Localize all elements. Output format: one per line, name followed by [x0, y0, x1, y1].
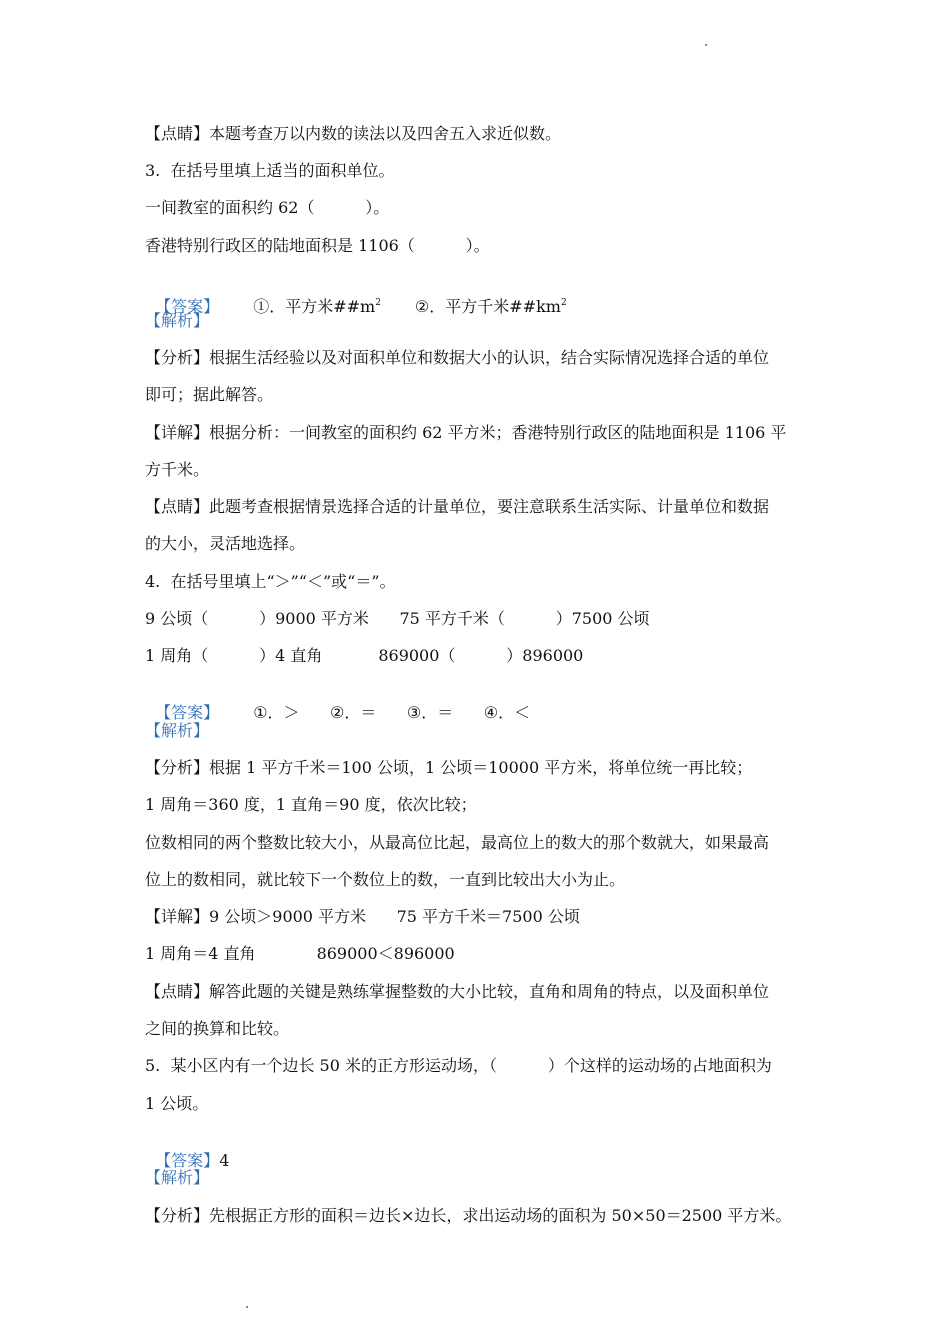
analysis-tag: 【解析】: [145, 721, 210, 740]
answer-1: ①．平方米##m: [253, 297, 376, 316]
text-line: 9 公顷（ ）9000 平方米 75 平方千米（ ）7500 公顷: [145, 609, 650, 628]
text-line: 1 周角（ ）4 直角 869000（ ）896000: [145, 646, 584, 665]
text-line: 一间教室的面积约 62（ ）。: [145, 198, 390, 217]
footer-dot: [246, 1306, 248, 1308]
header-dot: [705, 44, 707, 46]
text-line: 【点睛】本题考查万以内数的读法以及四舍五入求近似数。: [145, 124, 562, 143]
question-4: 4. 在括号里填上“＞”“＜”或“＝”。: [145, 572, 396, 591]
answer-value: 4: [219, 1151, 230, 1170]
text-line: 位数相同的两个整数比较大小，从最高位比起，最高位上的数大的那个数就大，如果最高: [145, 833, 770, 852]
text-line: 1 公顷。: [145, 1094, 209, 1113]
question-5: 5. 某小区内有一个边长 50 米的正方形运动场，（ ）个这样的运动场的占地面积为: [145, 1056, 772, 1075]
text-line: 【分析】先根据正方形的面积＝边长×边长，求出运动场的面积为 50×50＝2500 平方米。: [145, 1206, 792, 1225]
text-line: 【点睛】解答此题的关键是熟练掌握整数的大小比较，直角和周角的特点，以及面积单位: [145, 982, 770, 1001]
text-line: 1 周角＝360 度，1 直角＝90 度，依次比较；: [145, 795, 477, 814]
answer-line: [145, 1131, 229, 1171]
text-line: 【详解】根据分析：一间教室的面积约 62 平方米；香港特别行政区的陆地面积是 1106 平: [145, 423, 787, 442]
answer-values: ①．＞ ②．＝ ③．＝ ④．＜: [253, 703, 531, 722]
answer-2: ②．平方千米##km: [414, 297, 561, 316]
text-line: 【详解】9 公顷＞9000 平方米 75 平方千米＝7500 公顷: [145, 907, 580, 926]
text-line: 【点睛】此题考查根据情景选择合适的计量单位，要注意联系生活实际、计量单位和数据: [145, 497, 770, 516]
answer-tag: 【答案】: [155, 703, 220, 722]
text-line: 【分析】根据生活经验以及对面积单位和数据大小的认识，结合实际情况选择合适的单位: [145, 348, 770, 367]
text-line: 香港特别行政区的陆地面积是 1106（ ）。: [145, 236, 490, 255]
text-line: 之间的换算和比较。: [145, 1019, 290, 1038]
text-line: 【分析】根据 1 平方千米＝100 公顷，1 公顷＝10000 平方米，将单位统一再比较；: [145, 758, 753, 777]
text-line: 即可；据此解答。: [145, 385, 274, 404]
analysis-tag: 【解析】: [145, 311, 210, 330]
answer-line: [145, 683, 530, 723]
analysis-tag: 【解析】: [145, 1168, 210, 1187]
answer-tag: 【答案】: [155, 1151, 220, 1170]
text-line: 位上的数相同，就比较下一个数位上的数，一直到比较出大小为止。: [145, 870, 626, 889]
answer-tag: 【答案】: [155, 297, 220, 316]
answer-1-sup: 2: [375, 298, 381, 308]
answer-2-sup: 2: [560, 298, 567, 308]
text-line: 1 周角＝4 直角 869000＜896000: [145, 944, 455, 963]
question-3: 3. 在括号里填上适当的面积单位。: [145, 161, 395, 180]
text-line: 的大小，灵活地选择。: [145, 534, 306, 553]
text-line: 方千米。: [145, 460, 210, 479]
